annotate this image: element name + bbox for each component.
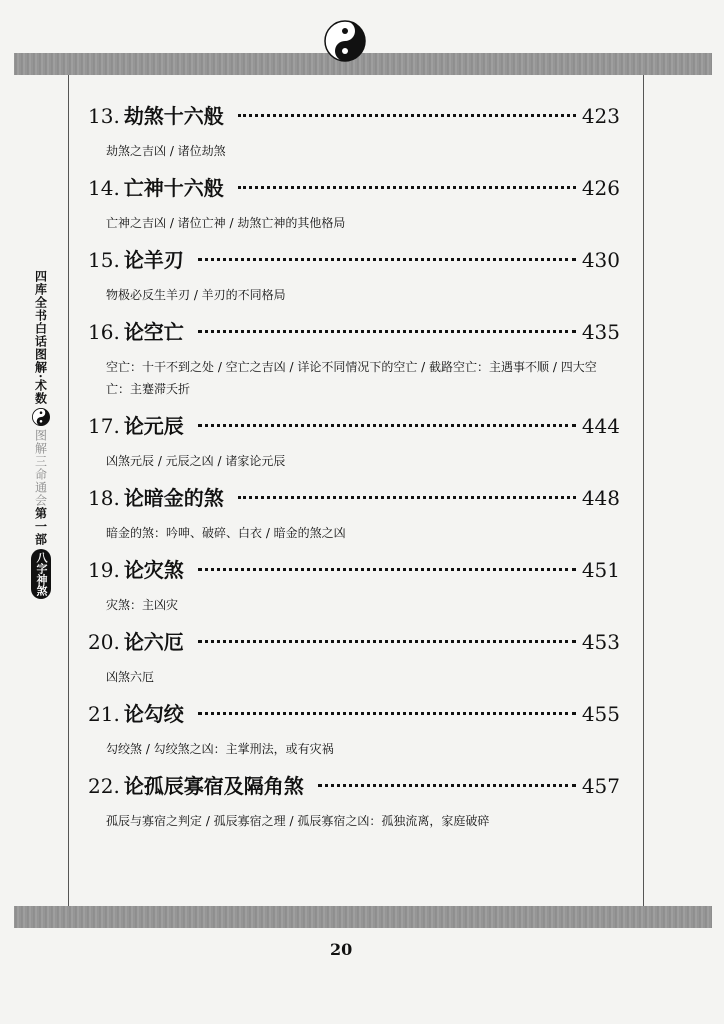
toc-number: 19.: [88, 558, 120, 582]
toc-number: 22.: [88, 774, 120, 798]
side-label: [30, 270, 52, 599]
toc-page: 423: [581, 104, 620, 128]
right-frame-line: [643, 75, 644, 906]
toc-title-text: 劫煞十六般: [123, 104, 224, 128]
toc-page: 430: [581, 248, 620, 272]
left-frame-line: [68, 75, 69, 906]
toc-number: 20.: [88, 630, 120, 654]
toc-number: 21.: [88, 702, 120, 726]
toc-number: 16.: [88, 320, 120, 344]
leader-dots: [238, 114, 576, 117]
toc-subtopics: 凶煞六厄: [106, 670, 155, 684]
toc-title-text: 论空亡: [123, 320, 184, 344]
leader-dots: [198, 712, 576, 715]
toc-title-text: 论羊刃: [123, 248, 184, 272]
toc-title: [88, 698, 184, 727]
leader-dots: [198, 258, 576, 261]
toc-title: [88, 410, 184, 439]
leader-dots: [318, 784, 576, 787]
toc-page: 426: [581, 176, 620, 200]
toc-entry[interactable]: [88, 100, 620, 162]
page-number: 20: [330, 940, 353, 959]
leader-dots: [198, 640, 576, 643]
toc-page: 451: [581, 558, 620, 582]
toc-title: [88, 626, 184, 655]
toc-entry[interactable]: [88, 482, 620, 544]
part-label: 第一部: [33, 507, 48, 547]
toc-page: 455: [581, 702, 620, 726]
toc-title: [88, 770, 304, 799]
toc-number: 17.: [88, 414, 120, 438]
toc-page: 453: [581, 630, 620, 654]
toc-title-text: 论暗金的煞: [123, 486, 224, 510]
toc-title: [88, 172, 224, 201]
toc-entry[interactable]: [88, 172, 620, 234]
table-of-contents: [88, 100, 620, 842]
toc-title-text: 论勾绞: [123, 702, 184, 726]
leader-dots: [238, 186, 576, 189]
bottom-decorative-band: [14, 906, 712, 928]
toc-title-text: 亡神十六般: [123, 176, 224, 200]
toc-subtopics: 暗金的煞：吟呻、破碎、白衣 / 暗金的煞之凶: [106, 526, 346, 540]
toc-entry[interactable]: [88, 554, 620, 616]
toc-page: 448: [581, 486, 620, 510]
leader-dots: [238, 496, 576, 499]
small-yin-yang-icon: [32, 408, 50, 426]
toc-entry[interactable]: [88, 626, 620, 688]
toc-title-text: 论六厄: [123, 630, 184, 654]
toc-entry[interactable]: [88, 410, 620, 472]
toc-number: 18.: [88, 486, 120, 510]
toc-entry[interactable]: [88, 770, 620, 832]
toc-subtopics: 亡神之吉凶 / 诸位亡神 / 劫煞亡神的其他格局: [106, 216, 346, 230]
toc-subtopics: 空亡：十干不到之处 / 空亡之吉凶 / 详论不同情况下的空亡 / 截路空亡：主遇事不顺 / 四大空亡：主蹇滞夭折: [106, 360, 597, 396]
leader-dots: [198, 330, 576, 333]
series-title: 四库全书白话图解·术数: [33, 270, 48, 406]
toc-number: 15.: [88, 248, 120, 272]
toc-entry[interactable]: [88, 316, 620, 400]
toc-subtopics: 劫煞之吉凶 / 诸位劫煞: [106, 144, 226, 158]
toc-number: 13.: [88, 104, 120, 128]
toc-title: [88, 554, 184, 583]
toc-number: 14.: [88, 176, 120, 200]
leader-dots: [198, 424, 576, 427]
toc-subtopics: 孤辰与寡宿之判定 / 孤辰寡宿之理 / 孤辰寡宿之凶：孤独流离，家庭破碎: [106, 814, 490, 828]
chapter-label: 八字神煞: [31, 549, 51, 599]
leader-dots: [198, 568, 576, 571]
toc-subtopics: 勾绞煞 / 勾绞煞之凶：主掌刑法，或有灾祸: [106, 742, 334, 756]
toc-title-text: 论孤辰寡宿及隔角煞: [123, 774, 304, 798]
toc-title: [88, 100, 224, 129]
toc-title: [88, 244, 184, 273]
toc-page: 444: [581, 414, 620, 438]
toc-title: [88, 482, 224, 511]
toc-entry[interactable]: [88, 244, 620, 306]
toc-title: [88, 316, 184, 345]
toc-subtopics: 灾煞：主凶灾: [106, 598, 179, 612]
toc-page: 435: [581, 320, 620, 344]
toc-subtopics: 凶煞元辰 / 元辰之凶 / 诸家论元辰: [106, 454, 286, 468]
toc-subtopics: 物极必反生羊刃 / 羊刃的不同格局: [106, 288, 286, 302]
toc-page: 457: [581, 774, 620, 798]
yin-yang-icon: [324, 20, 366, 62]
toc-title-text: 论元辰: [123, 414, 184, 438]
book-title: 图解三命通会: [33, 429, 48, 508]
toc-title-text: 论灾煞: [123, 558, 184, 582]
toc-entry[interactable]: [88, 698, 620, 760]
